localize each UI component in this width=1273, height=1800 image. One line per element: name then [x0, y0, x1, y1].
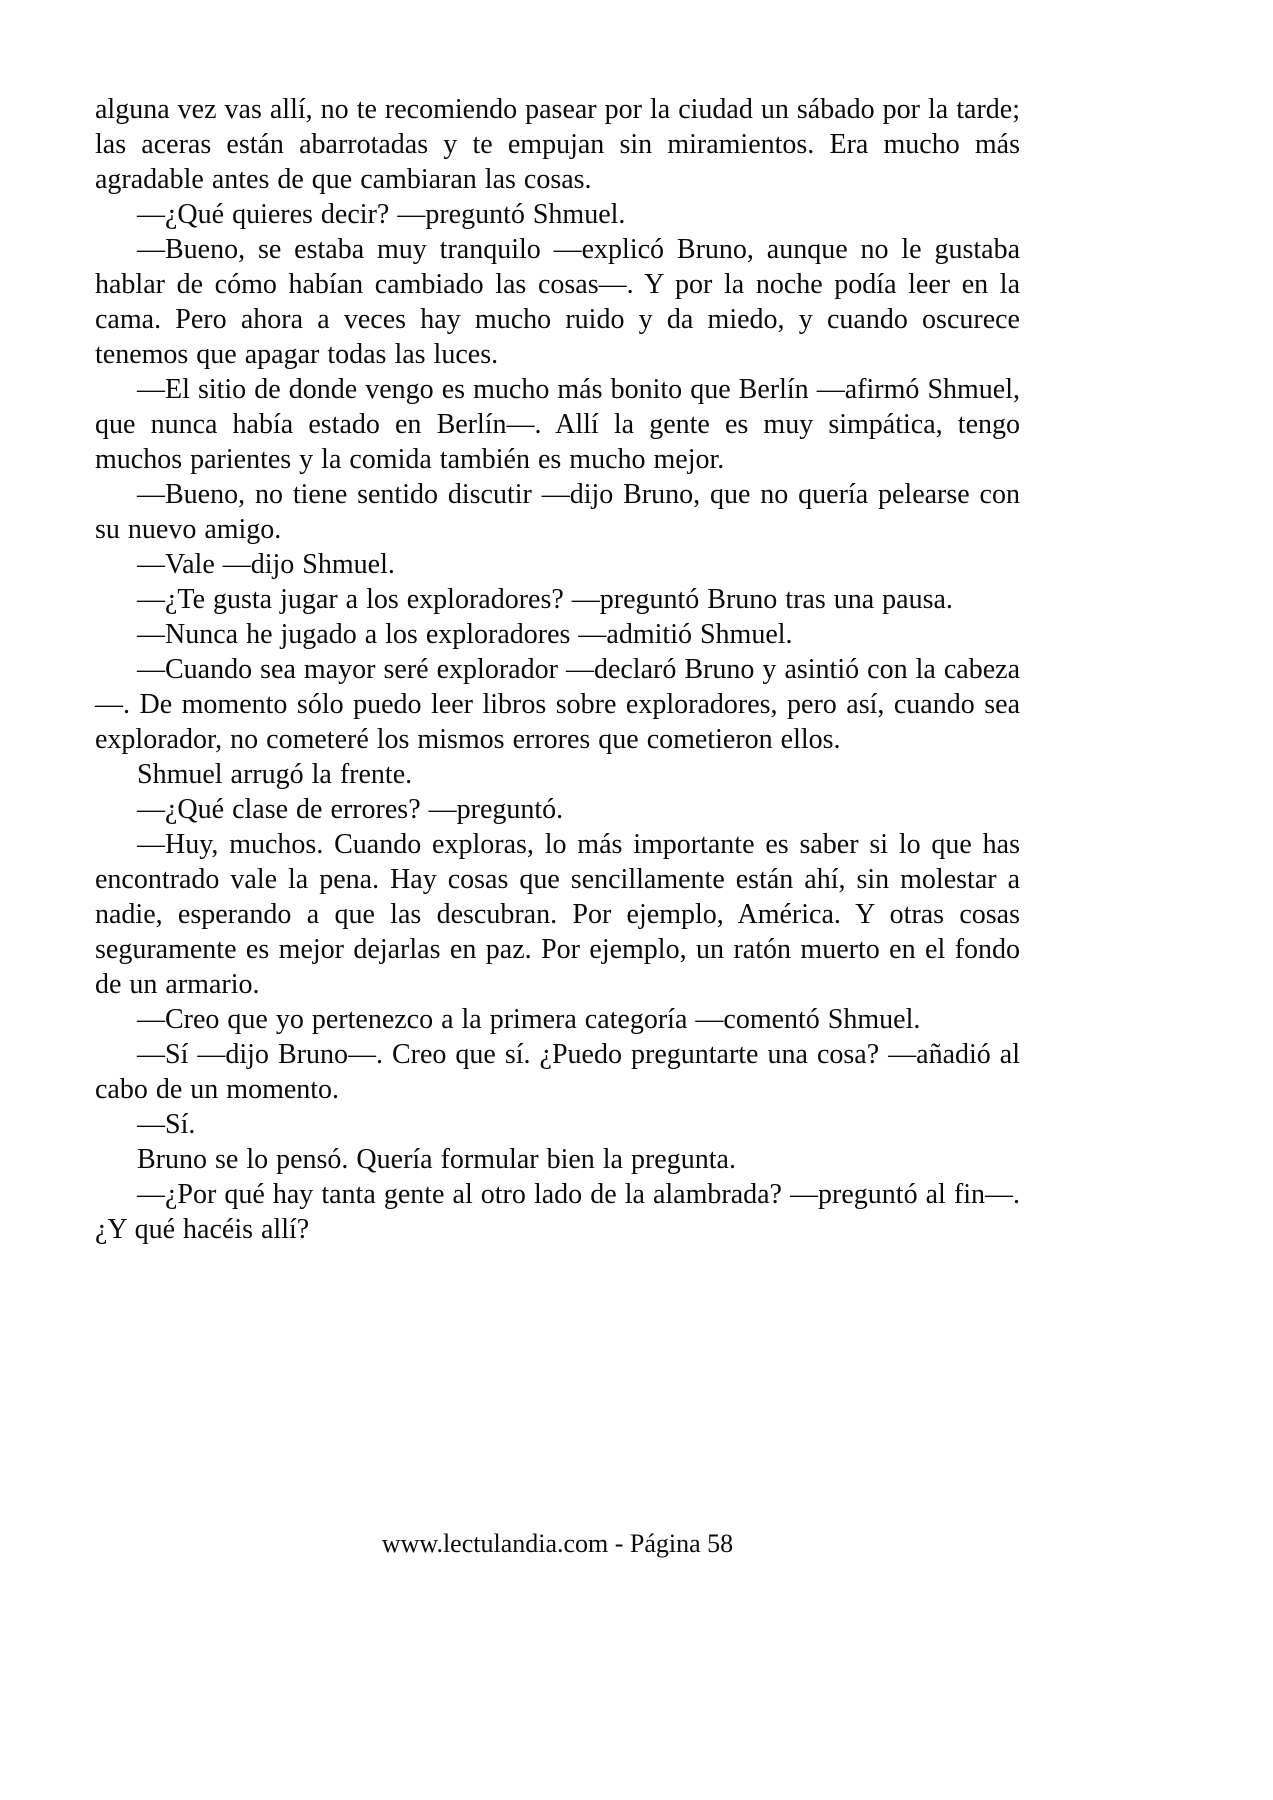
paragraph: alguna vez vas allí, no te recomiendo pasear por la ciudad un sábado por la tarde; las aceras están abarrotadas y te empujan sin miramientos. Era mucho más agradable antes de que cambiaran las cosas. — [95, 94, 1020, 195]
paragraph: —¿Qué clase de errores? —preguntó. — [137, 794, 564, 825]
paragraph: —Bueno, no tiene sentido discutir —dijo Bruno, que no quería pelearse con su nuevo amigo. — [95, 479, 1020, 545]
paragraph: —Cuando sea mayor seré explorador —declaró Bruno y asintió con la cabeza—. De momento sólo puedo leer libros sobre exploradores, pero así, cuando sea explorador, no cometeré los mismos errores que cometieron ellos. — [95, 654, 1020, 755]
paragraph: —Sí —dijo Bruno—. Creo que sí. ¿Puedo preguntarte una cosa? —añadió al cabo de un momento. — [95, 1039, 1020, 1105]
paragraph: —Vale —dijo Shmuel. — [137, 549, 395, 580]
paragraph: —¿Te gusta jugar a los exploradores? —preguntó Bruno tras una pausa. — [137, 584, 953, 615]
paragraph: Shmuel arrugó la frente. — [137, 759, 413, 790]
paragraph: —¿Qué quieres decir? —preguntó Shmuel. — [137, 199, 626, 230]
paragraph: —Bueno, se estaba muy tranquilo —explicó Bruno, aunque no le gustaba hablar de cómo habían cambiado las cosas—. Y por la noche podía leer en la cama. Pero ahora a veces hay mucho ruido y da miedo, y cuando oscurece tenemos que apagar todas las luces. — [95, 234, 1020, 370]
page-text — [95, 92, 1020, 1247]
paragraph: —El sitio de donde vengo es mucho más bonito que Berlín —afirmó Shmuel, que nunca había estado en Berlín—. Allí la gente es muy simpática, tengo muchos parientes y la comida también es mucho mejor. — [95, 374, 1020, 475]
paragraph: Bruno se lo pensó. Quería formular bien la pregunta. — [137, 1144, 736, 1175]
paragraph: —Nunca he jugado a los exploradores —admitió Shmuel. — [137, 619, 793, 650]
paragraph: —Sí. — [137, 1109, 196, 1140]
paragraph: —Huy, muchos. Cuando exploras, lo más importante es saber si lo que has encontrado vale la pena. Hay cosas que sencillamente están ahí, sin molestar a nadie, esperando a que las descubran. Por ejemplo, América. Y otras cosas seguramente es mejor dejarlas en paz. Por ejemplo, un ratón muerto en el fondo de un armario. — [95, 829, 1020, 1000]
paragraph: —Creo que yo pertenezco a la primera categoría —comentó Shmuel. — [137, 1004, 921, 1035]
paragraph: —¿Por qué hay tanta gente al otro lado de la alambrada? —preguntó al fin—. ¿Y qué hacéis allí? — [95, 1179, 1020, 1245]
page-footer: www.lectulandia.com - Página 58 — [381, 1529, 734, 1558]
